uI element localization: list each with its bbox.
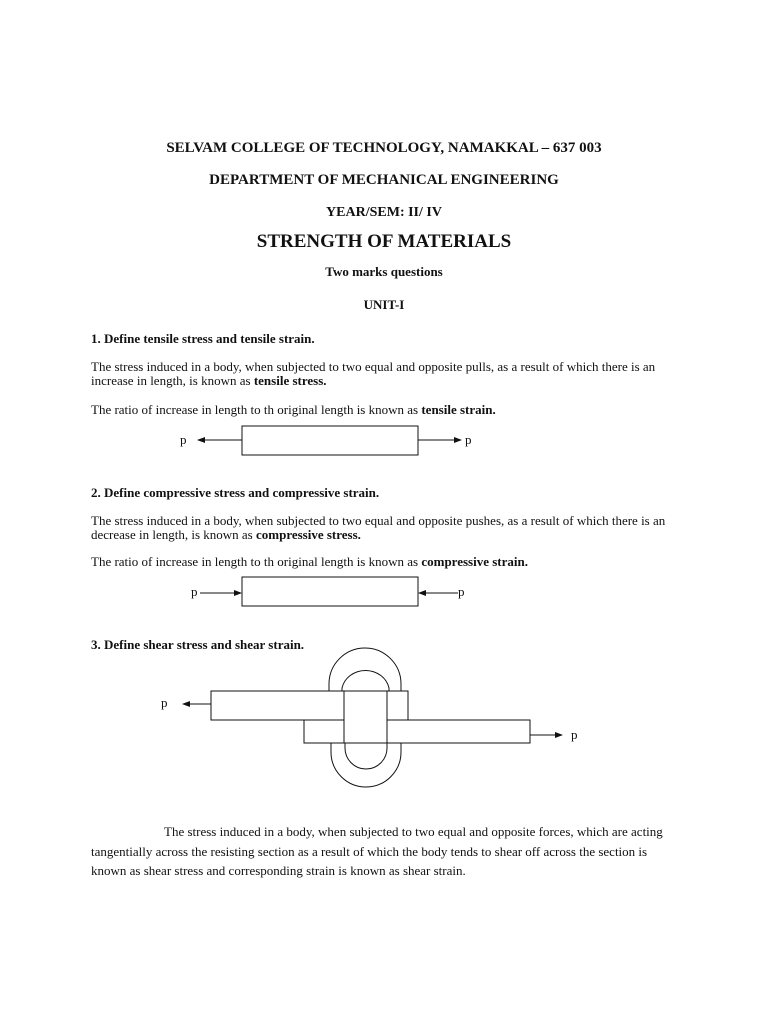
question-3-paragraph: The stress induced in a body, when subjected to two equal and opposite forces, which are acting tangentially across the resisting section as a result of which the body tends to shear off across the section is known as shear stress and corresponding strain is known as shear strain. <box>91 824 663 878</box>
q1-p1-text: The stress induced in a body, when subjected to two equal and opposite pulls, as a result of which there is an increase in length, is known as <box>91 359 656 388</box>
compressive-figure <box>191 577 465 606</box>
year-sem: YEAR/SEM: II/ IV <box>326 205 442 220</box>
college-name: SELVAM COLLEGE OF TECHNOLOGY, NAMAKKAL – 637 003 <box>166 140 602 156</box>
tensile-right-label: p <box>465 432 472 447</box>
tensile-left-label: p <box>180 432 187 447</box>
subtitle: Two marks questions <box>325 264 443 279</box>
question-2-title: 2. Define compressive stress and compressive strain. <box>91 485 380 500</box>
page-title: STRENGTH OF MATERIALS <box>256 231 512 252</box>
compressive-right-label: p <box>458 584 465 599</box>
tensile-figure <box>180 426 472 455</box>
tensile-bar <box>242 426 418 455</box>
rivet-top-head <box>329 648 401 691</box>
q2-p2-term: compressive strain. <box>421 554 528 569</box>
question-3-title: 3. Define shear stress and shear strain. <box>91 637 305 652</box>
shear-right-label: p <box>571 727 578 742</box>
question-1-title: 1. Define tensile stress and tensile strain. <box>91 331 315 346</box>
compressive-bar <box>242 577 418 606</box>
shear-figure <box>161 648 578 787</box>
compressive-left-label: p <box>191 584 198 599</box>
q1-p2-text: The ratio of increase in length to th original length is known as <box>91 402 422 417</box>
q1-p2-term: tensile strain. <box>421 402 496 417</box>
rivet-shank <box>344 691 387 743</box>
q2-p1-term: compressive stress. <box>255 527 361 542</box>
question-2-paragraph-2 <box>91 555 691 569</box>
q1-p1-term: tensile stress. <box>253 373 327 388</box>
q2-p1-text: The stress induced in a body, when subjected to two equal and opposite pushes, as a result of which there is an decrease in length, is known as <box>91 513 666 542</box>
unit-heading: UNIT-I <box>363 297 405 312</box>
question-2-paragraph-1 <box>91 514 691 542</box>
q2-p2-text: The ratio of increase in length to th original length is known as <box>91 554 422 569</box>
shear-left-label: p <box>161 695 168 710</box>
shear-bottom-plate <box>304 720 530 743</box>
department-name: DEPARTMENT OF MECHANICAL ENGINEERING <box>209 172 559 188</box>
rivet-bottom-head <box>331 743 401 787</box>
